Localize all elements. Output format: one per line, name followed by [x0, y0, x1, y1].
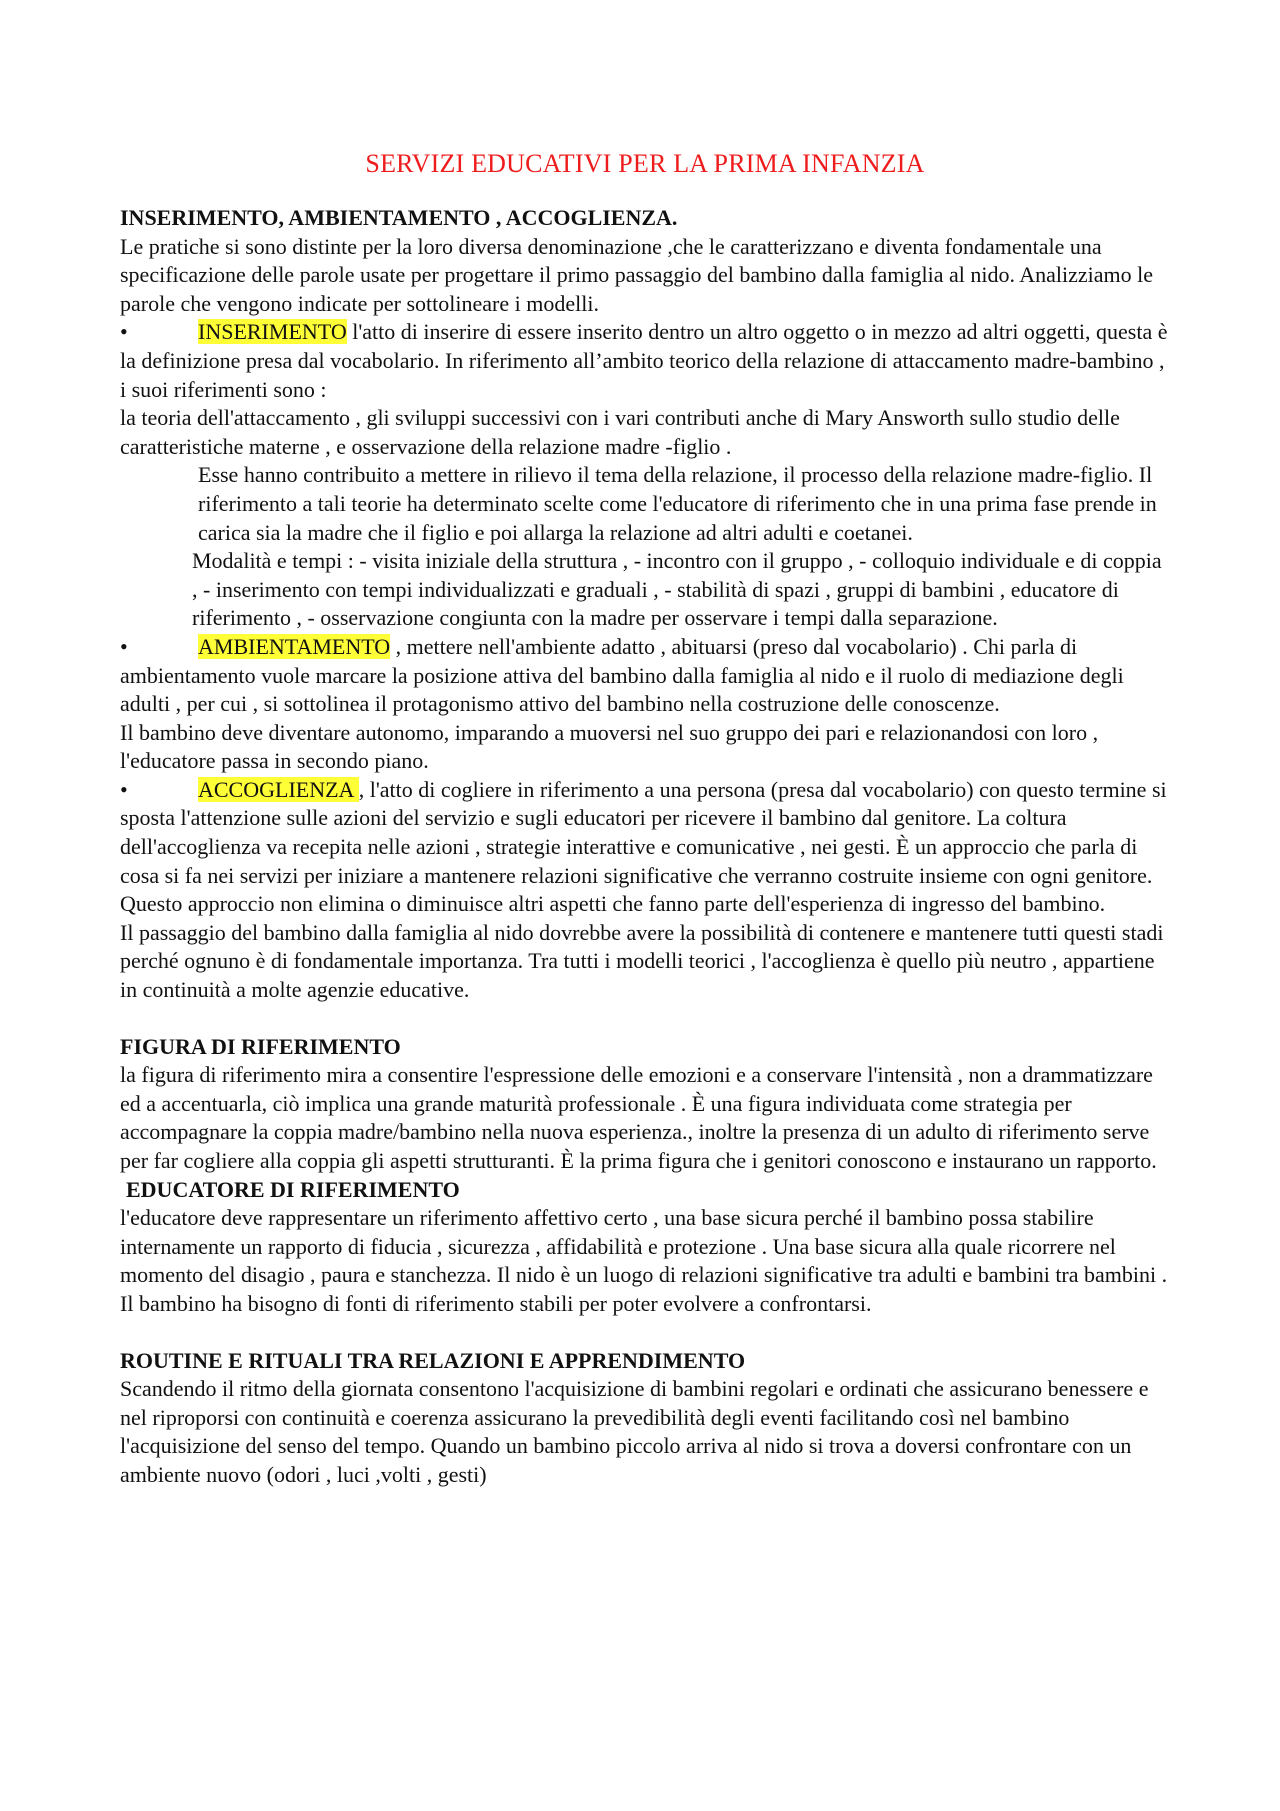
section-heading-inserimento: INSERIMENTO, AMBIENTAMENTO , ACCOGLIENZA. [120, 205, 678, 230]
document-title: SERVIZI EDUCATIVI PER LA PRIMA INFANZIA [365, 149, 925, 178]
section-spacer [120, 1319, 1170, 1347]
attachment-theory-paragraph: la teoria dell'attaccamento , gli sviluppi successivi con i vari contributi anche di Mary Answorth sullo studio delle caratteristiche materne , e osservazione della relazione madre -figlio . [120, 405, 1120, 459]
section-heading-educatore: EDUCATORE DI RIFERIMENTO [126, 1176, 460, 1202]
routine-paragraph: Scandendo il ritmo della giornata consentono l'acquisizione di bambini regolari e ordinati che assicurano benessere e nel riproporsi con continuità e coerenza assicurano la prevedibilità degli eventi facilitando così nel bambino l'acquisizione del senso del tempo. Quando un bambino piccolo arriva al nido si trova a doversi confrontare con un ambiente nuovo (odori , luci ,volti , gesti) [120, 1376, 1149, 1487]
section-heading-figura: FIGURA DI RIFERIMENTO [120, 1033, 401, 1059]
highlight-ambientamento: AMBIENTAMENTO [198, 633, 391, 659]
educatore-paragraph: l'educatore deve rappresentare un riferimento affettivo certo , una base sicura perché il bambino possa stabilire internamente un rapporto di fiducia , sicurezza , affidabilità e protezione . Una base sicura alla quale ricorrere nel momento del disagio , paura e stanchezza. Il nido è un luogo di relazioni significative tra adulti e bambini tra bambini . Il bambino ha bisogno di fonti di riferimento stabili per poter evolvere a confrontarsi. [120, 1205, 1168, 1316]
indented-relation-paragraph: Esse hanno contribuito a mettere in rilievo il tema della relazione, il processo della relazione madre-figlio. Il riferimento a tali teorie ha determinato scelte come l'educatore di riferimento che in una prima fase prende in carica sia la madre che il figlio e poi allarga la relazione ad altri adulti e coetanei. [198, 462, 1157, 545]
accoglienza-definition: , l'atto di cogliere in riferimento a una persona (presa dal vocabolario) con questo termine si sposta l'attenzione sulle azioni del servizio e sugli educatori per ricevere il bambino dal genitore. La coltura dell'accoglienza va recepita nelle azioni , strategie interattive e comunicative , nei gesti. È un approccio che parla di cosa si fa nei servizi per iniziare a mantenere relazioni significative che verranno costruite insieme con ogni genitore. Questo approccio non elimina o diminuisce altri aspetti che fanno parte dell'esperienza di ingresso del bambino. [120, 776, 1167, 917]
section-heading-routine: ROUTINE E RITUALI TRA RELAZIONI E APPRENDIMENTO [120, 1347, 746, 1373]
bullet-symbol: • [120, 633, 128, 659]
bullet-ambientamento [120, 633, 1170, 719]
section-intro-paragraph: Le pratiche si sono distinte per la loro diversa denominazione ,che le caratterizzano e diventa fondamentale una specificazione delle parole usate per progettare il primo passaggio del bambino dalla famiglia al nido. Analizziamo le parole che vengono indicate per sottolineare i modelli. [120, 233, 1154, 316]
highlight-accoglienza: ACCOGLIENZA [198, 776, 359, 802]
accoglienza-followup-paragraph: Il passaggio del bambino dalla famiglia al nido dovrebbe avere la possibilità di contenere e mantenere tutti questi stadi perché ognuno è di fondamentale importanza. Tra tutti i modelli teorici , l'accoglienza è quello più neutro , appartiene in continuità a molte agenzie educative. [120, 919, 1164, 1003]
bullet-inserimento [120, 318, 1170, 404]
inserimento-definition: l'atto di inserire di essere inserito dentro un altro oggetto o in mezzo ad altri oggetti, questa è la definizione presa dal vocabolario. In riferimento all’ambito teorico della relazione di attaccamento madre-bambino , i suoi riferimenti sono : [120, 319, 1168, 402]
document-page [120, 148, 1170, 1490]
ambientamento-followup-paragraph: Il bambino deve diventare autonomo, imparando a muoversi nel suo gruppo dei pari e relazionandosi con loro , l'educatore passa in secondo piano. [120, 719, 1099, 774]
bullet-accoglienza [120, 776, 1170, 919]
ambientamento-definition: , mettere nell'ambiente adatto , abituarsi (preso dal vocabolario) . Chi parla di ambientamento vuole marcare la posizione attiva del bambino dalla famiglia al nido e il ruolo di mediazione degli adulti , per cui , si sottolinea il protagonismo attivo del bambino nella costruzione delle conoscenze. [120, 633, 1124, 717]
indented-modalita-paragraph: Modalità e tempi : - visita iniziale della struttura , - incontro con il gruppo , - colloquio individuale e di coppia , - inserimento con tempi individualizzati e graduali , - stabilità di spazi , gruppi di bambini , educatore di riferimento , - osservazione congiunta con la madre per osservare i tempi dalla separazione. [192, 548, 1162, 631]
bullet-symbol: • [120, 776, 128, 802]
figura-paragraph: la figura di riferimento mira a consentire l'espressione delle emozioni e a conservare l'intensità , non a drammatizzare ed a accentuarla, ciò implica una grande maturità professionale . È una figura individuata come strategia per accompagnare la coppia madre/bambino nella nuova esperienza., inoltre la presenza di un adulto di riferimento serve per far cogliere alla coppia gli aspetti strutturanti. È la prima figura che i genitori conoscono e instaurano un rapporto. [120, 1062, 1157, 1173]
bullet-symbol: • [120, 319, 128, 345]
section-spacer [120, 1005, 1170, 1033]
highlight-inserimento: INSERIMENTO [198, 319, 347, 345]
